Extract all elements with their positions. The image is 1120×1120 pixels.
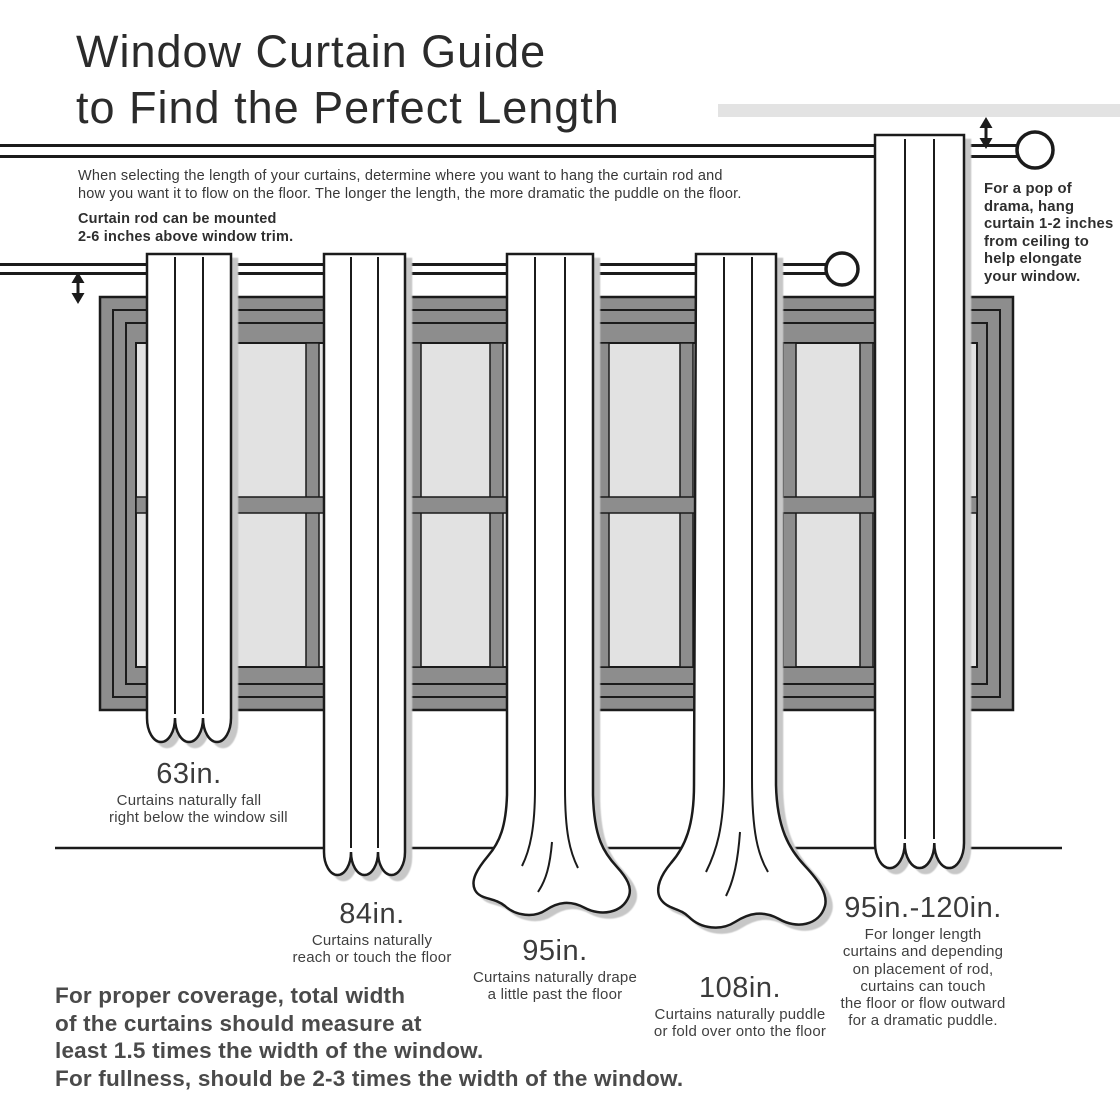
text-line: Curtains naturally puddle — [654, 1006, 826, 1023]
text-line: a little past the floor — [487, 986, 623, 1004]
curtain-length: 95in.-120in. — [844, 892, 1002, 924]
curtain-95-120in — [875, 135, 964, 868]
title-line: to Find the Perfect Length — [76, 82, 620, 133]
upper-curtain-rod — [0, 146, 1017, 157]
curtain-description — [292, 932, 452, 967]
curtain-63in-label — [109, 758, 288, 827]
text-line: drama, hang — [984, 198, 1075, 215]
curtain-description — [818, 926, 1028, 1030]
text-line: For proper coverage, total width — [55, 983, 406, 1008]
text-line: Curtains naturally drape — [472, 969, 638, 986]
curtain-84in — [324, 254, 405, 875]
text-line: of the curtains should measure at — [55, 1010, 422, 1036]
text-line: curtains can touch — [860, 977, 986, 995]
title-line: Window Curtain Guide — [76, 26, 547, 77]
text-line: your window. — [984, 268, 1081, 285]
text-line: on placement of rod, — [852, 960, 994, 978]
curtain-84in-label — [292, 898, 452, 967]
text-line: curtain 1-2 inches — [984, 216, 1114, 233]
text-line: Curtain rod can be mounted — [78, 211, 277, 227]
text-line: how you want it to flow on the floor. The longer the length, the more dramatic the puddle on the floor. — [78, 185, 742, 202]
text-line: Curtains naturally fall — [116, 792, 262, 809]
text-line: the floor or flow outward — [840, 995, 1006, 1013]
text-line: least 1.5 times the width of the window. — [55, 1038, 484, 1063]
text-line: For a pop of — [984, 181, 1072, 197]
text-line: right below the window sill — [109, 809, 288, 827]
coverage-note — [55, 982, 683, 1092]
text-line: from ceiling to — [984, 233, 1089, 250]
ceiling-bar — [718, 104, 1120, 117]
text-line: or fold over onto the floor — [653, 1023, 827, 1041]
page-title — [76, 24, 620, 136]
text-line: For fullness, should be 2-3 times the width of the window. — [55, 1065, 684, 1091]
text-line: For longer length — [864, 926, 982, 943]
text-line: Curtains naturally — [311, 932, 433, 949]
mount-height-arrow-icon — [72, 272, 85, 304]
upper-rod-finial-icon — [1017, 132, 1053, 168]
intro-text — [78, 168, 742, 203]
text-line: curtains and depending — [842, 943, 1004, 961]
curtain-63in — [147, 254, 231, 742]
text-line: help elongate — [984, 251, 1082, 268]
text-line: 2-6 inches above window trim. — [78, 228, 294, 245]
text-line: reach or touch the floor — [292, 949, 452, 967]
curtain-description — [109, 792, 288, 827]
ceiling-hang-note — [984, 181, 1113, 287]
curtain-length: 108in. — [698, 972, 781, 1004]
curtain-length: 63in. — [156, 758, 222, 790]
curtain-length: 84in. — [339, 898, 405, 930]
lower-rod-finial-icon — [826, 253, 858, 285]
curtain-95-120in-label — [818, 892, 1028, 1030]
curtain-length: 95in. — [522, 935, 588, 967]
text-line: for a dramatic puddle. — [848, 1012, 998, 1030]
rod-mount-note — [78, 211, 293, 246]
text-line: When selecting the length of your curtains, determine where you want to hang the curtain rod and — [78, 168, 723, 184]
